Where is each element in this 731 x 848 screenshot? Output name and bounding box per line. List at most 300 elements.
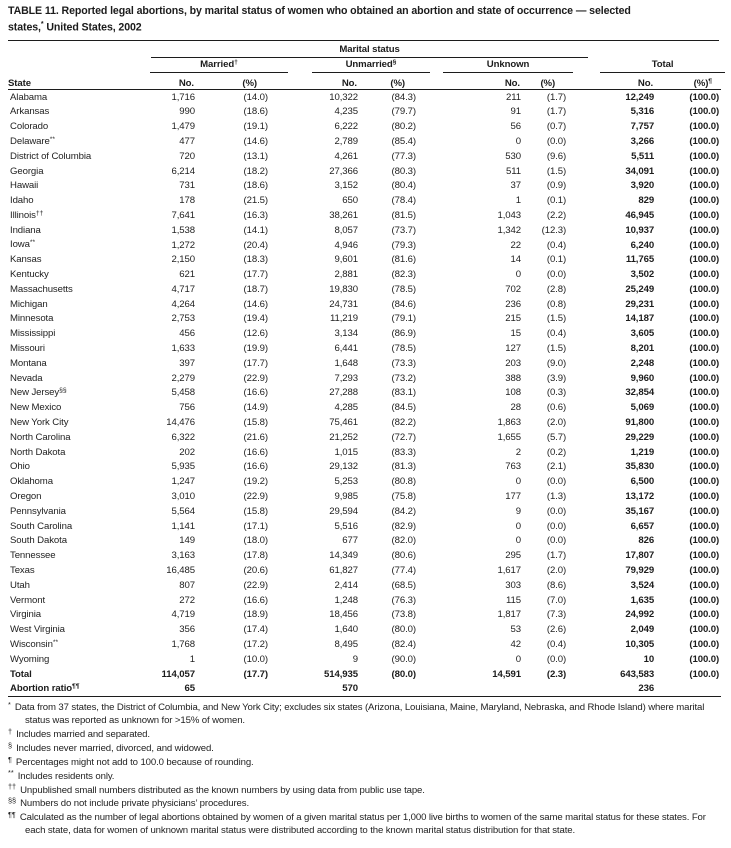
cell-value — [568, 415, 656, 430]
cell-value-text: (0.6) — [546, 402, 567, 414]
state-name — [8, 208, 140, 223]
cell-value — [270, 475, 360, 490]
cell-value — [418, 253, 523, 268]
cell-value — [140, 149, 197, 164]
cell-value-text: (0.1) — [546, 195, 567, 207]
total-value — [360, 667, 418, 682]
cell-value — [360, 445, 418, 460]
cell-value — [197, 194, 270, 209]
total-value-text: (80.0) — [391, 668, 416, 680]
footnote-text: Includes never married, divorced, and widowed. — [16, 742, 214, 754]
cell-value — [523, 253, 568, 268]
cell-value — [418, 652, 523, 667]
table-row — [8, 623, 721, 638]
cell-value-text: 4,946 — [334, 239, 358, 251]
cell-value-text: (73.2) — [391, 372, 416, 384]
cell-value — [418, 608, 523, 623]
cell-value — [360, 341, 418, 356]
cell-value-text: 211 — [506, 91, 521, 103]
cell-value — [197, 519, 270, 534]
cell-value — [197, 371, 270, 386]
cell-value — [360, 386, 418, 401]
cell-value — [197, 401, 270, 416]
footnote — [8, 768, 721, 784]
abortion-ratio-value — [568, 682, 656, 697]
cell-value-text: (100.0) — [689, 150, 720, 162]
cell-value — [568, 268, 656, 283]
cell-value — [197, 312, 270, 327]
state-name-text: Georgia — [10, 165, 44, 177]
cell-value — [140, 341, 197, 356]
table-row — [8, 445, 721, 460]
cell-value — [523, 297, 568, 312]
table-row — [8, 563, 721, 578]
cell-value — [140, 327, 197, 342]
cell-value — [523, 179, 568, 194]
state-name — [8, 253, 140, 268]
cell-value — [140, 415, 197, 430]
married-footnote-marker: † — [234, 58, 238, 66]
table-row — [8, 341, 721, 356]
cell-value-text: 1,015 — [334, 446, 358, 458]
cell-value — [270, 386, 360, 401]
cell-value-text: 1,716 — [171, 91, 195, 103]
table-row — [8, 489, 721, 504]
state-name — [8, 297, 140, 312]
cell-value — [140, 134, 197, 149]
cell-value — [197, 608, 270, 623]
cell-value-text: 5,458 — [171, 387, 195, 399]
cell-value — [197, 297, 270, 312]
state-name — [8, 593, 140, 608]
cell-value — [523, 401, 568, 416]
cell-value-text: (1.5) — [546, 165, 567, 177]
state-name-text: New York City — [10, 417, 69, 429]
cell-value-text: (77.4) — [391, 565, 416, 577]
cell-value-text: (17.2) — [243, 639, 268, 651]
cell-value-text: (80.4) — [391, 180, 416, 192]
cell-value — [270, 164, 360, 179]
cell-value — [140, 593, 197, 608]
cell-value — [197, 430, 270, 445]
state-name-text: Colorado — [10, 121, 49, 133]
cell-value-text: 21,252 — [329, 431, 358, 443]
total-value-text: (100.0) — [689, 668, 720, 680]
cell-value — [568, 637, 656, 652]
state-name-text: Oklahoma — [10, 476, 53, 488]
table-row — [8, 179, 721, 194]
column-group-married — [140, 58, 270, 73]
state-name — [8, 534, 140, 549]
cell-value-text: (100.0) — [689, 653, 720, 665]
cell-value — [656, 223, 721, 238]
cell-value — [140, 105, 197, 120]
cell-value — [140, 268, 197, 283]
cell-value — [418, 268, 523, 283]
table-row — [8, 297, 721, 312]
cell-value — [656, 297, 721, 312]
cell-value — [418, 489, 523, 504]
cell-value — [568, 593, 656, 608]
cell-value-text: 32,854 — [625, 387, 655, 399]
cell-value — [656, 268, 721, 283]
cell-value — [360, 623, 418, 638]
cell-value-text: 0 — [515, 269, 521, 281]
cell-value — [360, 489, 418, 504]
cell-value — [360, 268, 418, 283]
table-row — [8, 120, 721, 135]
cell-value — [140, 386, 197, 401]
cell-value — [656, 519, 721, 534]
group-label-unmarried: Unmarried — [345, 58, 393, 70]
cell-value — [523, 563, 568, 578]
table-row — [8, 223, 721, 238]
footnote — [8, 726, 721, 742]
state-name-text: Mississippi — [10, 328, 56, 340]
table-row — [8, 327, 721, 342]
footnote-text: Percentages might not add to 100.0 because of rounding. — [15, 756, 254, 768]
cell-value-text: 3,010 — [171, 491, 195, 503]
cell-value-text: 5,069 — [630, 402, 655, 414]
cell-value — [568, 90, 656, 105]
cell-value — [360, 208, 418, 223]
cell-value — [360, 608, 418, 623]
cell-value — [197, 356, 270, 371]
cell-value-text: (100.0) — [689, 121, 720, 133]
cell-value — [568, 164, 656, 179]
table-row — [8, 475, 721, 490]
cell-value — [140, 489, 197, 504]
cell-value — [568, 623, 656, 638]
cell-value-text: 2,881 — [334, 269, 358, 281]
state-name — [8, 268, 140, 283]
footnote-marker: §§ — [8, 796, 17, 806]
cell-value-text: (17.7) — [243, 269, 268, 281]
cell-value — [418, 371, 523, 386]
cell-value-text: (82.2) — [391, 417, 416, 429]
cell-value — [360, 149, 418, 164]
cell-value — [197, 504, 270, 519]
cell-value-text: 1,272 — [171, 239, 195, 251]
cell-value-text: (22.9) — [243, 579, 268, 591]
cell-value — [140, 445, 197, 460]
cell-value-text: 149 — [179, 535, 195, 547]
cell-value-text: (0.0) — [546, 535, 567, 547]
cell-value-text: (0.0) — [546, 653, 567, 665]
cell-value — [418, 578, 523, 593]
cell-value — [523, 608, 568, 623]
cell-value-text: 1,863 — [497, 417, 521, 429]
cell-value-text: (18.6) — [243, 106, 268, 118]
cell-value — [418, 356, 523, 371]
cell-value — [418, 386, 523, 401]
cell-value-text: (20.6) — [243, 565, 268, 577]
cell-value-text: (12.6) — [243, 328, 268, 340]
cell-value-text: (79.7) — [391, 106, 416, 118]
cell-value-text: 4,264 — [171, 298, 195, 310]
footnote-text: Numbers do not include private physicians’ procedures. — [20, 798, 249, 810]
cell-value-text: 10,305 — [625, 639, 655, 651]
cell-value-text: 1,219 — [630, 446, 655, 458]
state-name-text: New Jersey — [10, 387, 60, 399]
cell-value — [656, 475, 721, 490]
cell-value — [418, 105, 523, 120]
cell-value — [360, 475, 418, 490]
cell-value — [360, 90, 418, 105]
cell-value-text: (14.1) — [243, 224, 268, 236]
cell-value-text: (0.8) — [546, 298, 567, 310]
cell-value-text: (73.3) — [391, 357, 416, 369]
cell-value-text: 1 — [189, 653, 195, 665]
cell-value — [360, 223, 418, 238]
cell-value — [197, 445, 270, 460]
table-row — [8, 608, 721, 623]
cell-value — [523, 430, 568, 445]
cell-value — [197, 460, 270, 475]
cell-value-text: (100.0) — [689, 106, 720, 118]
cell-value — [568, 223, 656, 238]
state-name-text: Pennsylvania — [10, 505, 66, 517]
cell-value — [270, 519, 360, 534]
cell-value — [523, 386, 568, 401]
total-value — [656, 667, 721, 682]
cell-value — [523, 90, 568, 105]
abortion-ratio-value-text: 65 — [184, 683, 195, 695]
abortion-ratio-value-text: 570 — [342, 683, 358, 695]
cell-value-text: (18.0) — [243, 535, 268, 547]
cell-value — [270, 415, 360, 430]
cell-value-text: 215 — [505, 313, 521, 325]
cell-value-text: (76.3) — [391, 594, 416, 606]
table-row — [8, 282, 721, 297]
abortion-ratio-value — [523, 682, 568, 697]
column-header-married-pct: (%) — [197, 73, 270, 90]
cell-value-text: 25,249 — [625, 283, 655, 295]
table-row — [8, 105, 721, 120]
cell-value — [270, 120, 360, 135]
cell-value-text: (100.0) — [689, 639, 720, 651]
cell-value — [197, 223, 270, 238]
cell-value-text: 1,655 — [497, 431, 521, 443]
cell-value-text: (81.6) — [391, 254, 416, 266]
cell-value-text: 9 — [352, 653, 358, 665]
cell-value-text: 14,187 — [625, 313, 655, 325]
cell-value — [140, 253, 197, 268]
state-name-text: Kansas — [10, 254, 42, 266]
cell-value-text: 61,827 — [329, 565, 358, 577]
cell-value — [418, 401, 523, 416]
cell-value-text: 2,789 — [334, 135, 358, 147]
state-name-text: Alabama — [10, 91, 48, 103]
cell-value-text: 2,414 — [334, 579, 358, 591]
cell-value-text: (2.1) — [546, 461, 567, 473]
cell-value — [140, 401, 197, 416]
cell-value-text: (78.5) — [391, 343, 416, 355]
cell-value-text: 6,441 — [334, 343, 358, 355]
cell-value — [656, 578, 721, 593]
footnote-marker: ** — [8, 768, 14, 778]
cell-value — [418, 149, 523, 164]
cell-value — [568, 356, 656, 371]
state-name — [8, 637, 140, 652]
cell-value-text: 6,240 — [630, 239, 655, 251]
cell-value — [656, 415, 721, 430]
cell-value-text: 15 — [510, 328, 521, 340]
cell-value — [270, 489, 360, 504]
cell-value — [270, 208, 360, 223]
cell-value — [270, 312, 360, 327]
cell-value — [140, 504, 197, 519]
cell-value — [270, 563, 360, 578]
cell-value-text: (14.0) — [243, 91, 268, 103]
cell-value-text: 24,731 — [329, 298, 358, 310]
cell-value-text: 4,261 — [334, 150, 358, 162]
cell-value — [270, 593, 360, 608]
cell-value-text: 7,293 — [334, 372, 358, 384]
column-group-unmarried — [270, 58, 418, 73]
cell-value-text: 1,248 — [334, 594, 358, 606]
state-name — [8, 563, 140, 578]
total-pct-label: (%) — [693, 78, 709, 90]
cell-value-text: (1.7) — [546, 91, 567, 103]
cell-value — [523, 519, 568, 534]
cell-value — [418, 312, 523, 327]
cell-value-text: (1.3) — [546, 491, 567, 503]
cell-value — [360, 652, 418, 667]
footnote-marker: § — [8, 740, 13, 750]
table-row — [8, 460, 721, 475]
cell-value-text: 37 — [510, 180, 521, 192]
cell-value-text: (100.0) — [689, 520, 720, 532]
cell-value — [270, 253, 360, 268]
cell-value — [140, 223, 197, 238]
cell-value — [568, 504, 656, 519]
abortion-ratio-value-text: 236 — [638, 683, 655, 695]
cell-value — [197, 623, 270, 638]
cell-value-text: 1,538 — [171, 224, 195, 236]
cell-value-text: (100.0) — [689, 609, 720, 621]
cell-value-text: (100.0) — [689, 387, 720, 399]
cell-value-text: (2.8) — [546, 283, 567, 295]
cell-value-text: 27,366 — [329, 165, 358, 177]
cell-value-text: 1,640 — [334, 624, 358, 636]
cell-value — [418, 534, 523, 549]
cell-value-text: (100.0) — [689, 417, 720, 429]
state-name-text: Nevada — [10, 372, 43, 384]
cell-value-text: 5,516 — [334, 520, 358, 532]
cell-value-text: 807 — [179, 579, 195, 591]
cell-value — [418, 194, 523, 209]
cell-value-text: (14.6) — [243, 298, 268, 310]
column-group-total — [568, 58, 721, 73]
cell-value — [523, 208, 568, 223]
footnote — [8, 740, 721, 756]
cell-value-text: 2,150 — [171, 254, 195, 266]
cell-value-text: (81.3) — [391, 461, 416, 473]
cell-value-text: (82.0) — [391, 535, 416, 547]
cell-value-text: 0 — [515, 653, 521, 665]
table-row — [8, 268, 721, 283]
abortion-ratio-label-text: Abortion ratio — [10, 683, 73, 695]
cell-value — [656, 105, 721, 120]
cell-value — [360, 105, 418, 120]
cell-value-text: 10,937 — [625, 224, 655, 236]
cell-value-text: 5,253 — [334, 476, 358, 488]
state-name-text: Vermont — [10, 594, 46, 606]
cell-value — [418, 164, 523, 179]
total-row — [8, 667, 721, 682]
cell-value — [656, 637, 721, 652]
cell-value-text: (75.8) — [391, 491, 416, 503]
cell-value — [270, 356, 360, 371]
cell-value — [140, 312, 197, 327]
cell-value — [656, 312, 721, 327]
state-name-text: Michigan — [10, 298, 48, 310]
state-name — [8, 282, 140, 297]
cell-value-text: 19,830 — [329, 283, 358, 295]
cell-value — [197, 386, 270, 401]
cell-value — [270, 327, 360, 342]
table-header — [8, 41, 721, 90]
cell-value-text: (16.6) — [243, 594, 268, 606]
column-header-unknown-pct: (%) — [523, 73, 568, 90]
cell-value — [568, 297, 656, 312]
table-row — [8, 238, 721, 253]
column-group-unknown — [418, 58, 568, 73]
cell-value — [568, 149, 656, 164]
cell-value-text: 1,817 — [497, 609, 521, 621]
cell-value-text: 12,249 — [625, 91, 655, 103]
total-value-text: (2.3) — [546, 668, 567, 680]
cell-value-text: 127 — [505, 343, 521, 355]
state-name-footnote-marker: †† — [35, 209, 44, 217]
marital-status-header-row — [8, 41, 721, 58]
abortion-ratio-value — [270, 682, 360, 697]
cell-value-text: 1,768 — [171, 639, 195, 651]
cell-value — [568, 120, 656, 135]
cell-value-text: 4,717 — [171, 283, 195, 295]
cell-value — [140, 637, 197, 652]
table-row — [8, 371, 721, 386]
state-name — [8, 105, 140, 120]
cell-value — [523, 489, 568, 504]
cell-value — [418, 134, 523, 149]
cell-value-text: 0 — [515, 135, 521, 147]
cell-value-text: 10,322 — [329, 91, 358, 103]
state-name — [8, 549, 140, 564]
state-name-text: Missouri — [10, 343, 45, 355]
cell-value-text: 115 — [506, 594, 521, 606]
cell-value-text: (1.5) — [546, 343, 567, 355]
cell-value-text: 621 — [179, 269, 195, 281]
total-value — [140, 667, 197, 682]
cell-value-text: (8.6) — [546, 579, 567, 591]
cell-value-text: 10 — [643, 653, 655, 665]
state-name-text: Oregon — [10, 491, 42, 503]
cell-value-text: 13,172 — [625, 491, 655, 503]
state-name-text: Wisconsin — [10, 638, 53, 650]
cell-value-text: (73.7) — [391, 224, 416, 236]
column-header-unmarried-no: No. — [270, 73, 360, 90]
cell-value-text: 303 — [505, 579, 521, 591]
table-row — [8, 208, 721, 223]
state-name-text: North Dakota — [10, 446, 66, 458]
cell-value-text: (100.0) — [689, 402, 720, 414]
cell-value — [656, 534, 721, 549]
cell-value — [197, 578, 270, 593]
cell-value-text: (1.5) — [546, 313, 567, 325]
cell-value-text: (85.4) — [391, 135, 416, 147]
